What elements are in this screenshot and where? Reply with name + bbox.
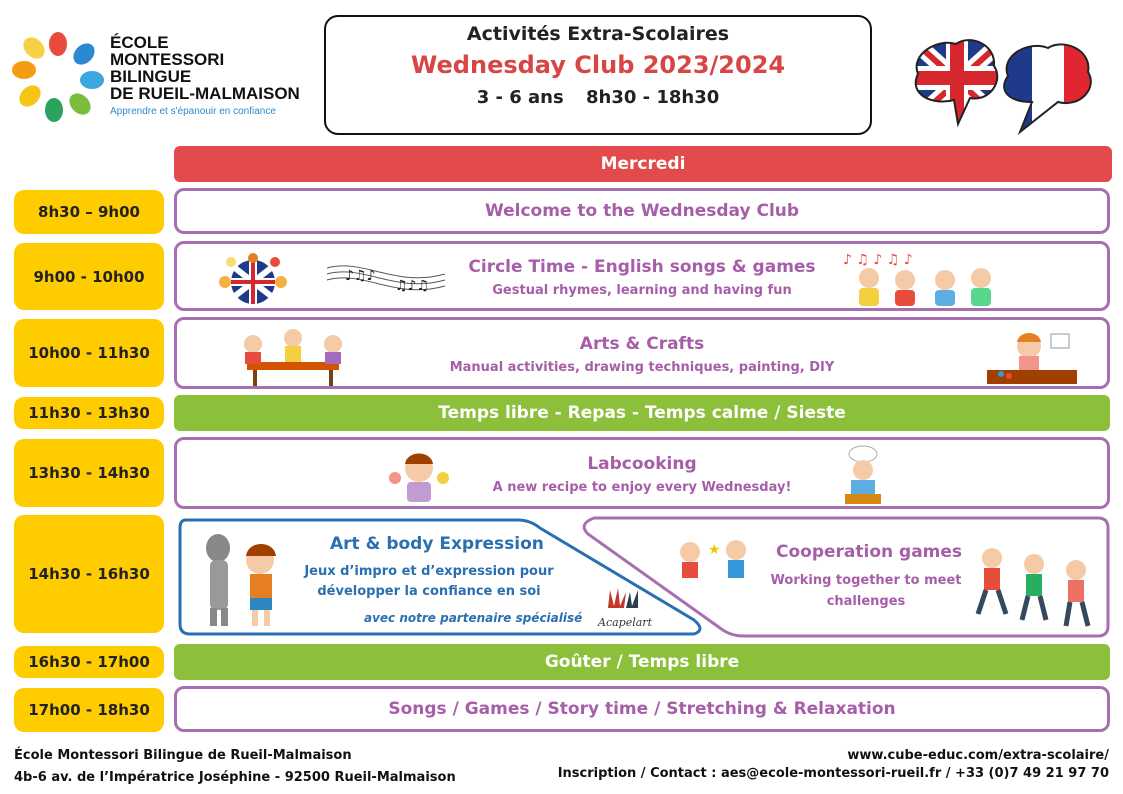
time-slot: 16h30 - 17h00 bbox=[14, 646, 164, 678]
footer-contact[interactable]: Inscription / Contact : aes@ecole-montessori-rueil.fr / +33 (0)7 49 21 97 70 bbox=[557, 766, 1109, 781]
partner-note: avec notre partenaire spécialisé bbox=[364, 611, 583, 625]
kids-globe-uk-icon bbox=[217, 252, 289, 308]
cooperation-games-block bbox=[600, 512, 1112, 642]
svg-text:♪♫♪: ♪♫♪ bbox=[345, 268, 376, 284]
snack-break-bar: Goûter / Temps libre bbox=[174, 644, 1110, 680]
art-expression-sub2: développer la confiance en soi bbox=[317, 584, 541, 599]
footer-website-link[interactable]: www.cube-educ.com/extra-scolaire/ bbox=[847, 748, 1109, 763]
time-slot: 14h30 - 16h30 bbox=[14, 515, 164, 633]
cooperation-sub2: challenges bbox=[826, 594, 906, 609]
activity-circle-time bbox=[174, 241, 1110, 311]
activity-title: Arts & Crafts bbox=[579, 334, 705, 354]
kids-crafting-icon bbox=[233, 324, 353, 388]
chef-kid-icon bbox=[841, 444, 885, 508]
footer-school-name: École Montessori Bilingue de Rueil-Malmaison bbox=[14, 748, 352, 763]
title-box bbox=[324, 15, 872, 135]
lunch-break-bar: Temps libre - Repas - Temps calme / Sieste bbox=[174, 395, 1110, 431]
svg-text:★: ★ bbox=[708, 542, 721, 558]
activity-title: Welcome to the Wednesday Club bbox=[484, 201, 800, 221]
time-slot: 11h30 - 13h30 bbox=[14, 397, 164, 429]
singing-kids-icon bbox=[841, 248, 1005, 310]
time-slot: 17h00 - 18h30 bbox=[14, 688, 164, 732]
activity-subtitle: A new recipe to enjoy every Wednesday! bbox=[492, 480, 792, 495]
footer-address: 4b-6 av. de l’Impératrice Joséphine - 92500 Rueil-Malmaison bbox=[14, 770, 456, 785]
music-staff-icon bbox=[325, 258, 449, 298]
time-slot: 8h30 – 9h00 bbox=[14, 190, 164, 234]
activity-arts-crafts bbox=[174, 317, 1110, 389]
activity-welcome bbox=[174, 188, 1110, 234]
activity-subtitle: Gestual rhymes, learning and having fun bbox=[492, 283, 792, 298]
activity-title: Circle Time - English songs & games bbox=[468, 257, 816, 277]
acapelart-text: Acapelart bbox=[598, 616, 652, 629]
activity-title: Songs / Games / Story time / Stretching & Relaxation bbox=[388, 699, 896, 719]
school-tagline: Apprendre et s'épanouir en confiance bbox=[110, 106, 276, 117]
uk-france-flags-icon bbox=[908, 36, 1098, 136]
cooperation-sub1: Working together to meet bbox=[770, 573, 962, 588]
cooperation-title: Cooperation games bbox=[776, 542, 963, 562]
school-logo-hands-icon bbox=[12, 30, 104, 122]
time-slot: 13h30 - 14h30 bbox=[14, 439, 164, 507]
time-slot: 10h00 - 11h30 bbox=[14, 319, 164, 387]
jumping-kids-icon bbox=[970, 542, 1100, 632]
opening-hours: 8h30 - 18h30 bbox=[585, 87, 720, 108]
girl-painting-icon bbox=[981, 324, 1081, 388]
svg-text:♫♪♫: ♫♪♫ bbox=[395, 278, 430, 294]
svg-text:♪ ♫ ♪ ♫ ♪: ♪ ♫ ♪ ♫ ♪ bbox=[843, 252, 913, 268]
mime-and-girl-icon bbox=[196, 530, 296, 630]
girl-cupcake-icon bbox=[387, 448, 451, 506]
activity-title: Labcooking bbox=[587, 454, 697, 474]
activity-subtitle: Manual activities, drawing techniques, painting, DIY bbox=[449, 360, 835, 375]
time-slot: 9h00 - 10h00 bbox=[14, 243, 164, 310]
kids-star-icon bbox=[672, 534, 758, 582]
title-activities: Activités Extra-Scolaires bbox=[466, 23, 730, 45]
activity-songs-games bbox=[174, 686, 1110, 732]
title-age-hours bbox=[326, 87, 870, 108]
activity-labcooking bbox=[174, 437, 1110, 509]
school-name: ÉCOLE MONTESSORI BILINGUE DE RUEIL-MALMAISON bbox=[110, 33, 300, 103]
art-expression-sub1: Jeux d’impro et d’expression pour bbox=[304, 564, 554, 579]
age-range: 3 - 6 ans bbox=[476, 87, 564, 108]
title-club: Wednesday Club 2023/2024 bbox=[410, 51, 786, 79]
art-expression-title: Art & body Expression bbox=[330, 534, 544, 554]
day-header: Mercredi bbox=[174, 146, 1112, 182]
